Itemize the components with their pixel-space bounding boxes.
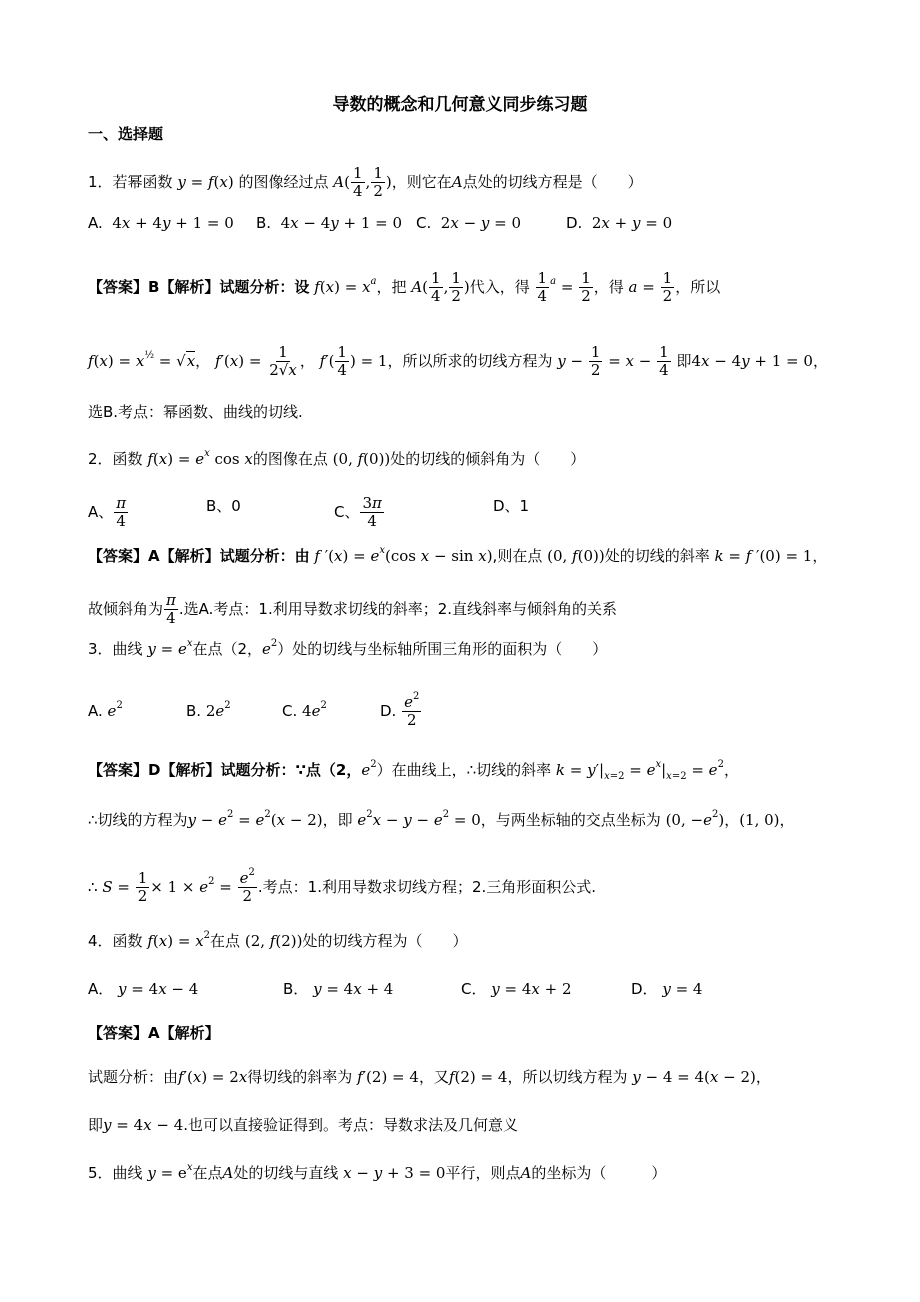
q1-option-d: D. 2x + y = 0 xyxy=(566,214,673,232)
q1-option-b: B. 4x − 4y + 1 = 0 xyxy=(256,214,403,232)
question-5: 5．曲线 $y = e^x$在点A处的切线与直线 x − y + 3 = 0平行，则点A的坐标为（ ） xyxy=(88,1162,667,1182)
q2-option-c: C、 $\frac{3\pi}{4}$ xyxy=(334,494,382,530)
question-4: 4．函数 $f(x) = x^2$在点 (2, f(2))处的切线方程为（ ） xyxy=(88,930,468,950)
q4-option-d: D． y = 4 xyxy=(631,980,703,998)
q4-option-a: A． y = 4x − 4 xyxy=(88,980,199,998)
q2-option-b: B、0 xyxy=(206,497,241,515)
q3-option-a: A. $e^2$ xyxy=(88,700,123,720)
q1-answer-line1: 【答案】B【解析】试题分析：设 $f(x) = x^a$，把 A( $\frac{1}{4}$ , $\frac{1}{2}$ )代入，得 $\frac{1}{4}$ $^a$ = $\frac{1}{2}$ ，得 a = $\frac{1}{2}$ ，所以 xyxy=(88,269,721,305)
q1-answer-line2: $f(x) = x^{\frac{1}{2}} = √x$， f′(x) = $\frac{1}{2√x}$ ， f′( $\frac{1}{4}$ ) = 1，所以所求的切线方程为 y − $\frac{1}{2}$ = x − $\frac{1}{4}$ 即4x − 4y + 1 = 0， xyxy=(88,343,828,379)
q3-answer-line1: 【答案】D【解析】试题分析：∵点（2，$e^2$）在曲线上，∴切线的斜率 $k = y'|_{x=2} = e^x|_{x=2} = e^2$， xyxy=(88,759,739,782)
section-heading: 一、选择题 xyxy=(88,125,164,143)
q4-answer-label: 【答案】A【解析】 xyxy=(88,1024,220,1042)
q4-option-b: B． y = 4x + 4 xyxy=(283,980,394,998)
page-title: 导数的概念和几何意义同步练习题 xyxy=(332,95,588,115)
q1-option-a: A. 4x + 4y + 1 = 0 xyxy=(88,214,234,232)
q2-option-a: A、 $\frac{\pi}{4}$ xyxy=(88,494,127,530)
q4-option-c: C． y = 4x + 2 xyxy=(461,980,572,998)
q2-answer-line2: 故倾斜角为 $\frac{\pi}{4}$ .选A.考点：1.利用导数求切线的斜率；2.直线斜率与倾斜角的关系 xyxy=(88,591,618,627)
q3-answer-line3: ∴ S = $\frac{1}{2}$ × $1 \times e^2$ = $\frac{e^2}{2}$ .考点：1.利用导数求切线方程；2.三角形面积公式. xyxy=(88,867,597,905)
q4-answer-line2: 即y = 4x − 4.也可以直接验证得到。考点：导数求法及几何意义 xyxy=(88,1116,519,1134)
question-2: 2．函数 $f(x) = e^x$ cos x的图像在点 (0, f(0))处的切线的倾斜角为（ ） xyxy=(88,448,586,468)
question-3: 3．曲线 $y = e^x$在点（2，$e^2$）处的切线与坐标轴所围三角形的面积为（ ） xyxy=(88,638,608,658)
question-1: 1．若幂函数 y = f(x) 的图像经过点 A( $\frac{1}{4}$ , $\frac{1}{2}$ )，则它在A点处的切线方程是（ ） xyxy=(88,164,643,200)
q4-answer-line1: 试题分析：由f′(x) = 2x得切线的斜率为 f′(2) = 4，又f(2) = 4，所以切线方程为 y − 4 = 4(x − 2)， xyxy=(88,1068,771,1086)
q1-answer-line3: 选B.考点：幂函数、曲线的切线. xyxy=(88,403,303,421)
q3-option-d: D. $\frac{e^2}{2}$ xyxy=(380,691,420,729)
q3-option-c: C. $4e^2$ xyxy=(282,700,327,720)
q3-option-b: B. $2e^2$ xyxy=(186,700,231,720)
q1-option-c: C. 2x − y = 0 xyxy=(416,214,522,232)
q2-answer-line1: 【答案】A【解析】试题分析：由 f $'(x) = e^x(\cos$ x − sin x),则在点 (0, f(0))处的切线的斜率 k = f ′(0) = 1， xyxy=(88,545,828,565)
q3-answer-line2: ∴切线的方程为$y - e^2 = e^2(x - 2)$，即 $e^2x - y - e^2 = 0$，与两坐标轴的交点坐标为 (0, $-e^2$)，(1, 0)， xyxy=(88,809,795,829)
q2-option-d: D、1 xyxy=(493,497,530,515)
